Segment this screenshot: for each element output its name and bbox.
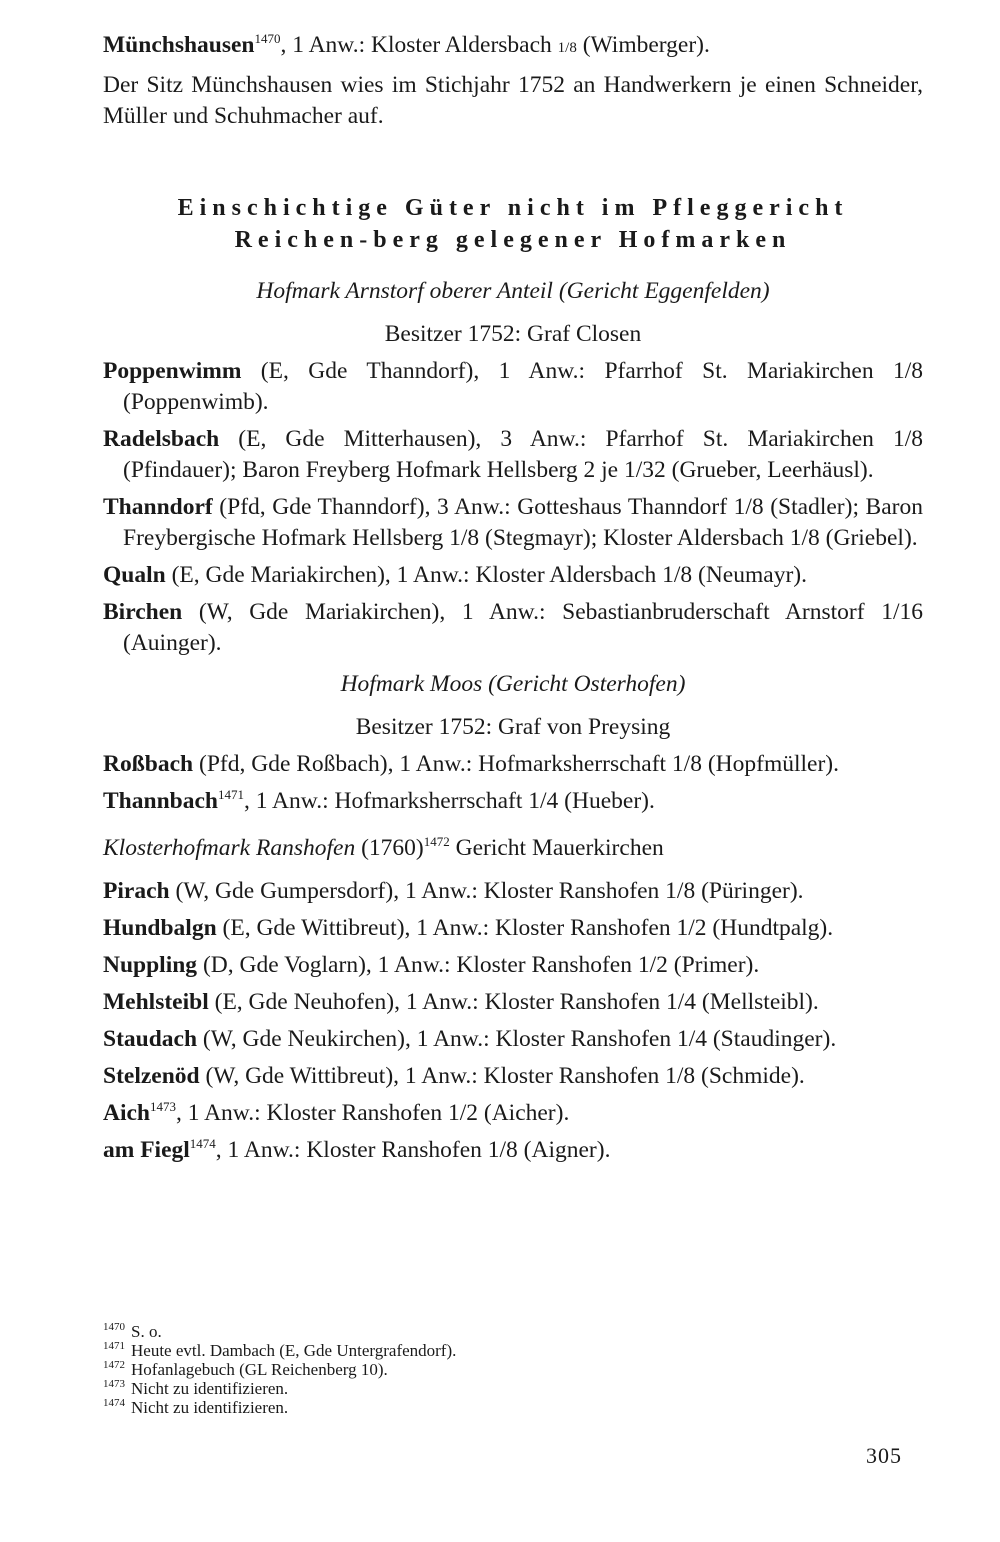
footnote-ref[interactable]: 1473 (150, 1099, 176, 1115)
footnote-text: S. o. (131, 1322, 162, 1341)
entry-text: (E, Gde Mitterhausen), 3 Anw.: Pfarrhof St. Mariakirchen 1/8 (Pfindauer); Baron Freyberg Hofmark Hellsberg 2 je 1/32 (Grueber, Leerhäusl). (123, 426, 923, 483)
klosterhofmark-court: Gericht Mauerkirchen (449, 835, 664, 861)
entry-rossbach (103, 749, 923, 780)
entry-text: (W, Gde Gumpersdorf), 1 Anw.: Kloster Ranshofen 1/8 (Püringer). (169, 878, 804, 904)
entry-aich (103, 1098, 923, 1129)
entry-text: , 1 Anw.: Kloster Ranshofen 1/8 (Aigner). (215, 1137, 611, 1163)
entry-text: , 1 Anw.: Kloster Ranshofen 1/2 (Aicher). (176, 1100, 570, 1126)
entry-name: Birchen (103, 599, 183, 625)
entry-text: (W, Gde Neukirchen), 1 Anw.: Kloster Ranshofen 1/4 (Staudinger). (197, 1026, 837, 1052)
entry-name: Roßbach (103, 751, 194, 777)
footnote-text: Hofanlagebuch (GL Reichenberg 10). (131, 1360, 388, 1379)
entry-name: Nuppling (103, 952, 198, 978)
entry-name: Thannbach (103, 788, 218, 814)
section-heading: Einschichtige Güter nicht im Pfleggericht Reichen-berg gelegener Hofmarken (177, 195, 849, 253)
klosterhofmark-title: Klosterhofmark Ranshofen (103, 835, 356, 861)
entry-qualn (103, 560, 923, 591)
klosterhofmark-line (103, 833, 923, 864)
footnote-number: 1473 (103, 1378, 125, 1391)
entry-hundbalgn (103, 913, 923, 944)
entry-text: (E, Gde Thanndorf), 1 Anw.: Pfarrhof St. Mariakirchen 1/8 (Poppenwimb). (123, 358, 923, 415)
footnote-number: 1470 (103, 1321, 125, 1334)
footnote (103, 1360, 923, 1379)
entry-name: Thanndorf (103, 494, 213, 520)
footnote (103, 1379, 923, 1398)
footnote (103, 1341, 923, 1360)
entry-name: Pirach (103, 878, 170, 904)
entry-name: Radelsbach (103, 426, 220, 452)
footnote-ref[interactable]: 1472 (423, 834, 450, 850)
entry-birchen (103, 597, 923, 659)
entry-name: Qualn (103, 562, 166, 588)
entry-radelsbach (103, 424, 923, 486)
entry-muenchshausen (103, 30, 923, 64)
page-body (103, 30, 923, 1172)
entry-name: Stelzenöd (103, 1063, 200, 1089)
footnote-text: Nicht zu identifizieren. (131, 1398, 289, 1417)
footnote-text: Heute evtl. Dambach (E, Gde Untergrafendorf). (131, 1341, 457, 1360)
footnote-ref[interactable]: 1474 (189, 1136, 216, 1152)
footnote-ref[interactable]: 1471 (217, 787, 244, 803)
page-number: 305 (866, 1443, 902, 1468)
footnote-number: 1472 (103, 1359, 125, 1372)
entry-poppenwimm (103, 356, 923, 418)
entry-name: am Fiegl (103, 1137, 190, 1163)
klosterhofmark-year: (1760) (355, 835, 424, 861)
entry-name: Poppenwimm (103, 358, 242, 384)
entry-am-fiegl (103, 1135, 923, 1166)
owner-line: Besitzer 1752: Graf Closen (384, 321, 642, 347)
hofmark-title: Hofmark Arnstorf oberer Anteil (Gericht Eggenfelden) (256, 278, 770, 304)
entry-text: (E, Gde Wittibreut), 1 Anw.: Kloster Ranshofen 1/2 (Hundtpalg). (216, 915, 834, 941)
entry-text: (Pfd, Gde Thanndorf), 3 Anw.: Gotteshaus Thanndorf 1/8 (Stadler); Baron Freybergische Hofmark Hellsberg 1/8 (Stegmayr); Kloster Aldersbach 1/8 (Griebel). (123, 494, 923, 551)
hofmark-title: Hofmark Moos (Gericht Osterhofen) (340, 671, 686, 697)
entry-text: , 1 Anw.: Hofmarksherrschaft 1/4 (Hueber). (243, 788, 655, 814)
entry-text: (D, Gde Voglarn), 1 Anw.: Kloster Ranshofen 1/2 (Primer). (197, 952, 760, 978)
entry-text: (E, Gde Mariakirchen), 1 Anw.: Kloster Aldersbach 1/8 (Neumayr). (165, 562, 807, 588)
entry-stelzenoed (103, 1061, 923, 1092)
entry-text: , 1 Anw.: Kloster Aldersbach (280, 32, 558, 58)
entry-nuppling (103, 950, 923, 981)
entry-fraction: 1/8 (557, 40, 577, 56)
entry-text: (Pfd, Gde Roßbach), 1 Anw.: Hofmarksherrschaft 1/8 (Hopfmüller). (193, 751, 839, 777)
entry-name: Hundbalgn (103, 915, 217, 941)
entry-name: Staudach (103, 1026, 198, 1052)
entry-staudach (103, 1024, 923, 1055)
owner-line: Besitzer 1752: Graf von Preysing (355, 714, 671, 740)
entry-name: Mehlsteibl (103, 989, 209, 1015)
entry-thanndorf (103, 492, 923, 554)
entry-text: (W, Gde Wittibreut), 1 Anw.: Kloster Ranshofen 1/8 (Schmide). (199, 1063, 805, 1089)
footnote (103, 1398, 923, 1417)
footnote-number: 1471 (103, 1340, 125, 1353)
entry-mehlsteibl (103, 987, 923, 1018)
footnote-number: 1474 (103, 1397, 125, 1410)
entry-text: (E, Gde Neuhofen), 1 Anw.: Kloster Ranshofen 1/4 (Mellsteibl). (208, 989, 819, 1015)
footnote-text: Nicht zu identifizieren. (131, 1379, 289, 1398)
entry-name: Aich (103, 1100, 150, 1126)
entry-text: (W, Gde Mariakirchen), 1 Anw.: Sebastianbruderschaft Arnstorf 1/16 (Auinger). (123, 599, 923, 656)
footnotes (103, 1322, 923, 1417)
footnote-ref[interactable]: 1470 (254, 31, 281, 47)
footnote (103, 1322, 923, 1341)
paragraph-craftsmen: Der Sitz Münchshausen wies im Stichjahr 1752 an Handwerkern je einen Schneider, Müller und Schuhmacher auf. (103, 72, 923, 129)
entry-name: Münchshausen (103, 32, 255, 58)
entry-tail: (Wimberger). (576, 32, 710, 58)
entry-thannbach (103, 786, 923, 817)
entry-pirach (103, 876, 923, 907)
